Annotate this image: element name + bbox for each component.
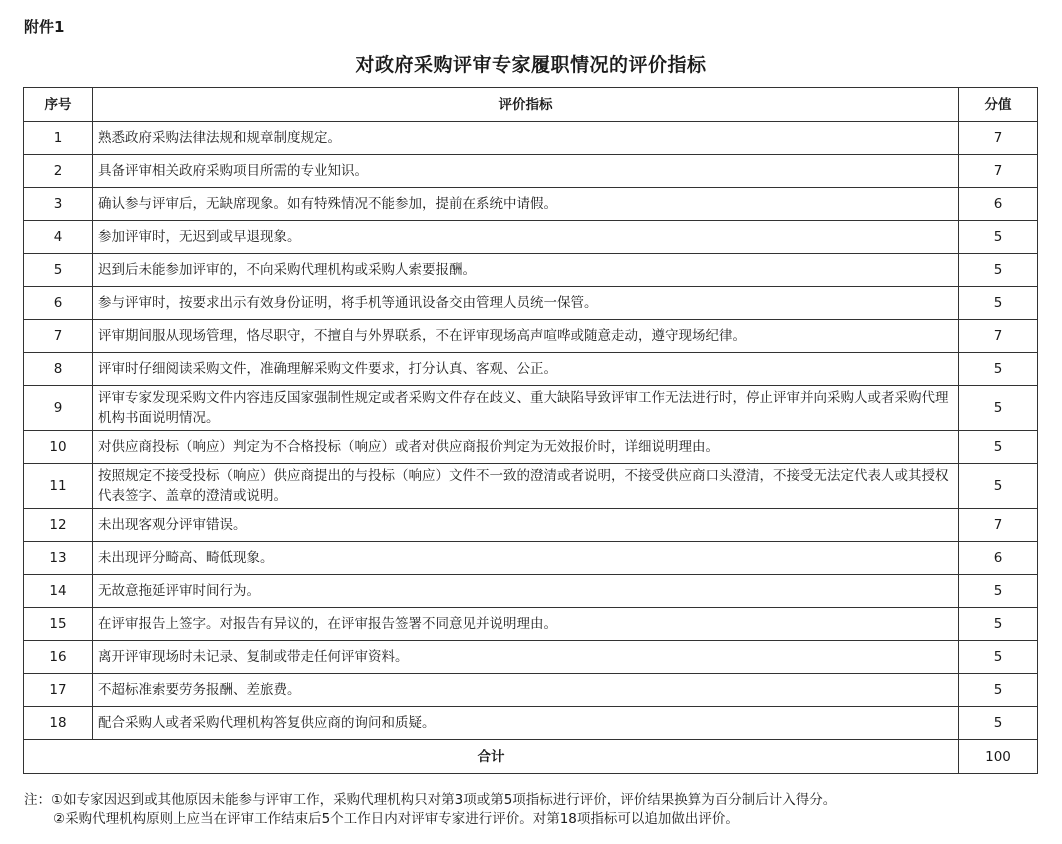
row-indicator: 具备评审相关政府采购项目所需的专业知识。 [93,155,959,188]
table-row [24,287,1038,320]
table-row [24,464,1038,509]
row-indicator: 评审时仔细阅读采购文件，准确理解采购文件要求，打分认真、客观、公正。 [93,353,959,386]
table-row [24,122,1038,155]
total-label: 合计 [24,740,959,774]
table-row [24,320,1038,353]
row-indicator: 迟到后未能参加评审的，不向采购代理机构或采购人索要报酬。 [93,254,959,287]
table-row [24,707,1038,740]
header-indicator: 评价指标 [93,88,959,122]
total-row [24,740,1038,774]
table-row [24,674,1038,707]
row-indicator: 确认参与评审后，无缺席现象。如有特殊情况不能参加，提前在系统中请假。 [93,188,959,221]
row-indicator: 在评审报告上签字。对报告有异议的，在评审报告签署不同意见并说明理由。 [93,608,959,641]
row-score: 7 [959,155,1038,188]
row-indicator: 按照规定不接受投标（响应）供应商提出的与投标（响应）文件不一致的澄清或者说明，不接受供应商口头澄清，不接受无法定代表人或其授权代表签字、盖章的澄清或说明。 [93,464,959,509]
row-score: 5 [959,674,1038,707]
table-row [24,608,1038,641]
table-row [24,575,1038,608]
row-score: 6 [959,188,1038,221]
row-seq: 13 [24,542,93,575]
note-1: 注：①如专家因迟到或其他原因未能参与评审工作，采购代理机构只对第3项或第5项指标进行评价，评价结果换算为百分制后计入得分。 [24,792,837,808]
row-score: 5 [959,386,1038,431]
row-score: 5 [959,641,1038,674]
row-score: 7 [959,122,1038,155]
row-indicator: 评审专家发现采购文件内容违反国家强制性规定或者采购文件存在歧义、重大缺陷导致评审工作无法进行时，停止评审并向采购人或者采购代理机构书面说明情况。 [93,386,959,431]
table-row [24,188,1038,221]
row-indicator: 参加评审时，无迟到或早退现象。 [93,221,959,254]
row-seq: 5 [24,254,93,287]
table-row [24,254,1038,287]
row-indicator: 离开评审现场时未记录、复制或带走任何评审资料。 [93,641,959,674]
table-row [24,353,1038,386]
row-seq: 7 [24,320,93,353]
total-score: 100 [959,740,1038,774]
header-score: 分值 [959,88,1038,122]
footnotes [24,791,836,829]
row-indicator: 熟悉政府采购法律法规和规章制度规定。 [93,122,959,155]
table-header-row [24,88,1038,122]
row-seq: 15 [24,608,93,641]
table-row [24,542,1038,575]
table-row [24,641,1038,674]
row-seq: 16 [24,641,93,674]
evaluation-table [23,87,1038,774]
row-score: 5 [959,575,1038,608]
row-seq: 2 [24,155,93,188]
row-score: 5 [959,464,1038,509]
row-seq: 9 [24,386,93,431]
row-score: 5 [959,431,1038,464]
table-row [24,155,1038,188]
row-seq: 4 [24,221,93,254]
row-score: 7 [959,509,1038,542]
row-indicator: 参与评审时，按要求出示有效身份证明，将手机等通讯设备交由管理人员统一保管。 [93,287,959,320]
row-score: 6 [959,542,1038,575]
row-indicator: 对供应商投标（响应）判定为不合格投标（响应）或者对供应商报价判定为无效报价时，详细说明理由。 [93,431,959,464]
row-indicator: 未出现评分畸高、畸低现象。 [93,542,959,575]
row-indicator: 评审期间服从现场管理，恪尽职守，不擅自与外界联系，不在评审现场高声喧哗或随意走动，遵守现场纪律。 [93,320,959,353]
row-score: 5 [959,608,1038,641]
row-seq: 12 [24,509,93,542]
table-row [24,221,1038,254]
table-row [24,431,1038,464]
row-score: 5 [959,353,1038,386]
table-row [24,386,1038,431]
row-seq: 14 [24,575,93,608]
header-seq: 序号 [24,88,93,122]
row-seq: 6 [24,287,93,320]
row-seq: 8 [24,353,93,386]
row-indicator: 配合采购人或者采购代理机构答复供应商的询问和质疑。 [93,707,959,740]
row-score: 5 [959,707,1038,740]
row-indicator: 未出现客观分评审错误。 [93,509,959,542]
row-score: 5 [959,287,1038,320]
row-seq: 11 [24,464,93,509]
row-seq: 3 [24,188,93,221]
row-indicator: 不超标准索要劳务报酬、差旅费。 [93,674,959,707]
row-score: 5 [959,254,1038,287]
row-seq: 10 [24,431,93,464]
row-score: 7 [959,320,1038,353]
row-seq: 17 [24,674,93,707]
row-seq: 18 [24,707,93,740]
attachment-label: 附件1 [24,18,65,36]
table-row [24,509,1038,542]
note-2: ②采购代理机构原则上应当在评审工作结束后5个工作日内对评审专家进行评价。对第18项指标可以追加做出评价。 [53,811,739,827]
row-indicator: 无故意拖延评审时间行为。 [93,575,959,608]
row-score: 5 [959,221,1038,254]
document-title: 对政府采购评审专家履职情况的评价指标 [355,54,707,76]
row-seq: 1 [24,122,93,155]
